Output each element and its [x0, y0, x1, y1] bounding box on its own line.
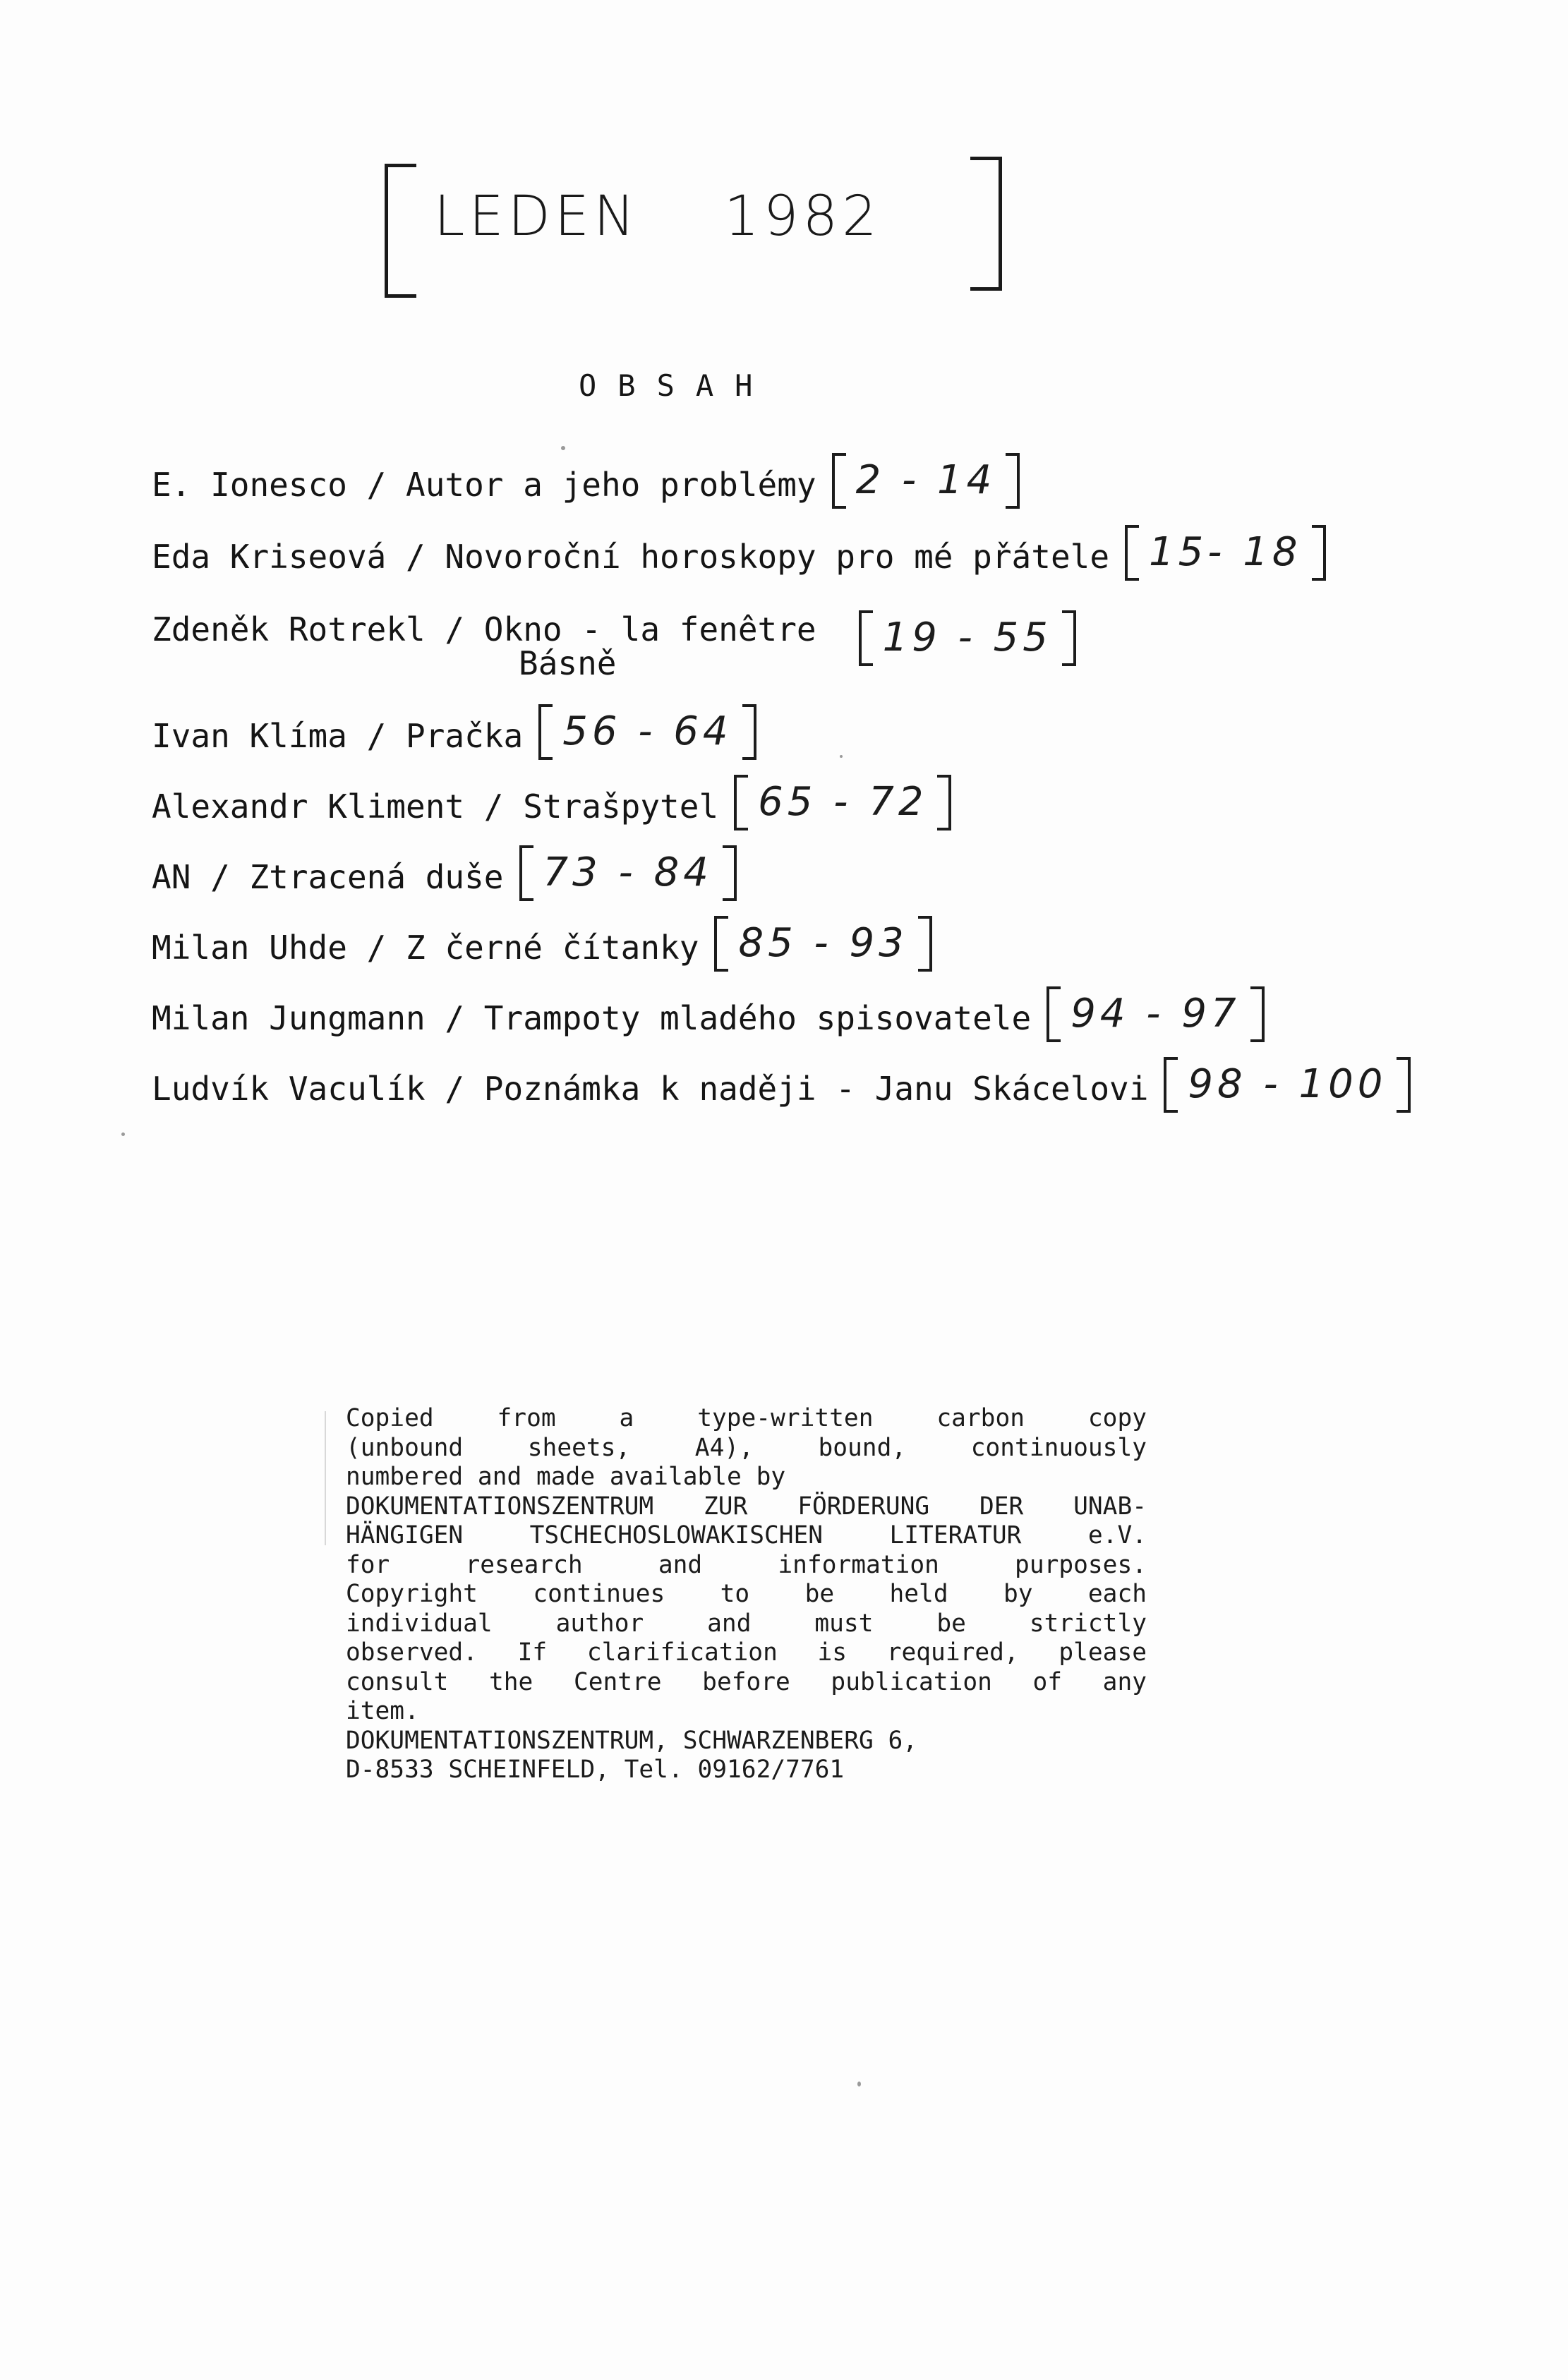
toc-entry-title: E. Ionesco / Autor a jeho problémy	[152, 466, 816, 504]
toc-entry-pages: 56 - 64	[538, 704, 756, 760]
toc-entry	[152, 991, 1265, 1042]
notice-line: D-8533 SCHEINFELD, Tel. 09162/7761	[346, 1756, 845, 1784]
toc-entry-pages: 65 - 72	[734, 775, 951, 830]
bracket-left-icon	[385, 164, 416, 298]
toc-entry-title: Milan Jungmann / Trampoty mladého spisovatele	[152, 999, 1032, 1037]
toc-entry	[152, 1061, 1411, 1113]
toc-entry-title: Milan Uhde / Z černé čítanky	[152, 929, 699, 967]
toc-entry-main: Zdeněk Rotrekl / Okno - la fenêtre	[152, 610, 816, 648]
page-title: OBSAH	[579, 368, 774, 403]
notice-line: DOKUMENTATIONSZENTRUM, SCHWARZENBERG 6,	[346, 1726, 918, 1755]
handwritten-header	[385, 157, 1006, 298]
toc-entry-subtitle: Básně	[519, 644, 617, 682]
toc-entry-title: Ludvík Vaculík / Poznámka k naději - Janu Skácelovi	[152, 1070, 1149, 1108]
copyright-notice	[346, 1404, 1147, 1785]
notice-line: for research and information purposes.	[346, 1550, 1147, 1579]
toc-entry-pages: 19 - 55	[859, 610, 1076, 666]
scan-speck	[857, 2082, 861, 2086]
notice-line: consult the Centre before publication of any	[346, 1667, 1147, 1696]
scan-speck	[121, 1132, 125, 1136]
toc-entry-pages: 94 - 97	[1047, 986, 1264, 1042]
toc-entry	[152, 779, 951, 830]
toc-entry	[152, 529, 1326, 581]
toc-entry	[152, 457, 1020, 509]
scan-speck	[561, 446, 565, 450]
notice-line: numbered and made available by	[346, 1463, 786, 1491]
notice-line: (unbound sheets, A4), bound, continuously	[346, 1433, 1147, 1462]
notice-line: DOKUMENTATIONSZENTRUM ZUR FÖRDERUNG DER UNAB-	[346, 1492, 1147, 1521]
toc-entry	[152, 850, 737, 901]
toc-entry-title	[152, 610, 816, 682]
toc-entry	[152, 708, 756, 760]
toc-entry-title: Ivan Klíma / Pračka	[152, 717, 524, 755]
scan-speck	[840, 755, 843, 758]
toc-entry-title: Eda Kriseová / Novoroční horoskopy pro mé přátele	[152, 538, 1110, 576]
notice-line: Copyright continues to be held by each	[346, 1580, 1147, 1608]
notice-line: individual author and must be strictly	[346, 1609, 1147, 1638]
toc-entry-pages: 15- 18	[1125, 525, 1326, 581]
notice-line: HÄNGIGEN TSCHECHOSLOWAKISCHEN LITERATUR e.V.	[346, 1521, 1147, 1550]
toc-entry-title: AN / Ztracená duše	[152, 858, 504, 896]
notice-line: item.	[346, 1697, 419, 1725]
notice-line: Copied from a type-written carbon copy	[346, 1404, 1147, 1432]
toc-entry	[152, 920, 932, 972]
header-date: LEDEN 1982	[434, 185, 881, 248]
toc-entry-pages: 73 - 84	[519, 845, 737, 901]
bracket-right-icon	[970, 157, 1002, 291]
toc-entry-pages: 98 - 100	[1164, 1057, 1411, 1113]
toc-entry-title: Alexandr Kliment / Strašpytel	[152, 787, 719, 826]
notice-line: observed. If clarification is required, please	[346, 1638, 1147, 1667]
toc-entry-pages: 85 - 93	[714, 916, 931, 972]
toc-entry-pages: 2 - 14	[832, 453, 1020, 509]
toc-entry	[152, 610, 1076, 682]
scan-edge-line	[325, 1411, 326, 1545]
